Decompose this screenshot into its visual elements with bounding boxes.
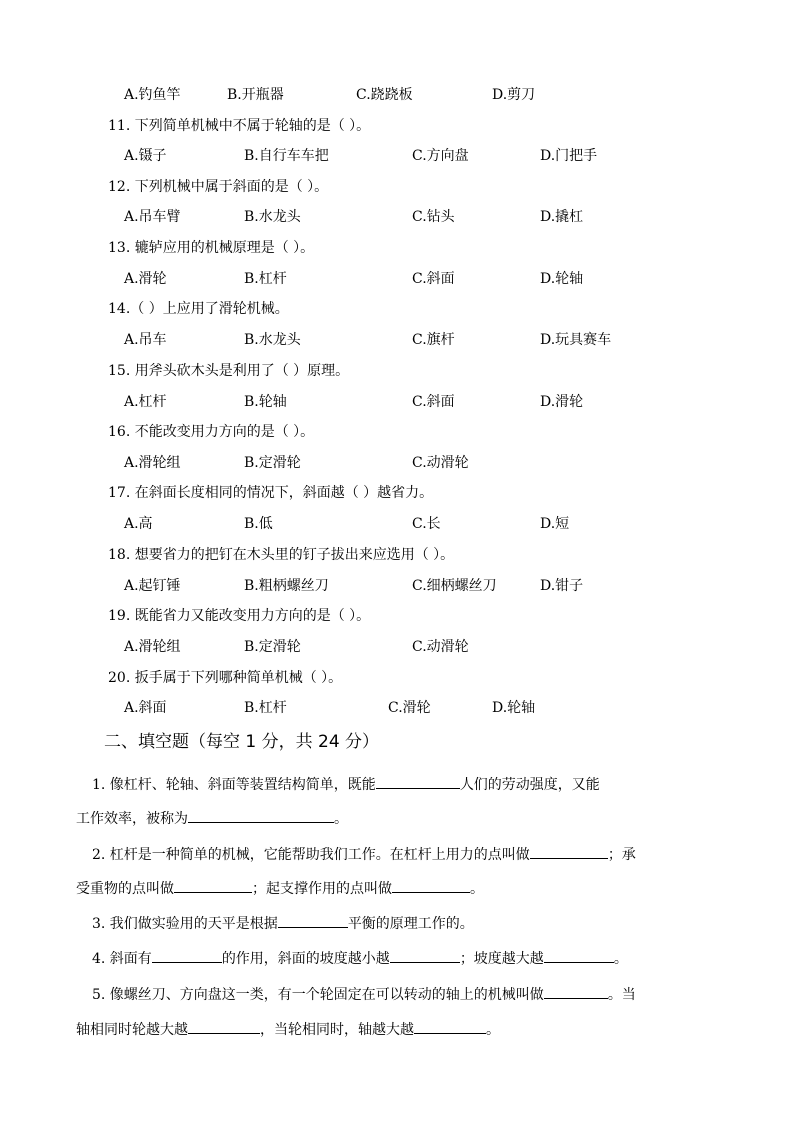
fill-text: 。 xyxy=(613,951,628,967)
section-heading: 二、填空题（每空 1 分，共 24 分） xyxy=(104,732,380,752)
fill-text: 。 xyxy=(486,1022,500,1038)
option-c: C.斜面 xyxy=(412,394,455,410)
answer-blank[interactable] xyxy=(188,1020,260,1034)
answer-blank[interactable] xyxy=(414,1020,486,1034)
option-c: C.滑轮 xyxy=(388,700,431,716)
option-a: A.钓鱼竿 xyxy=(124,87,181,103)
answer-blank[interactable] xyxy=(174,879,252,893)
option-b: B.杠杆 xyxy=(244,700,287,716)
option-d: D.门把手 xyxy=(540,148,598,164)
option-a: A.高 xyxy=(124,516,153,532)
answer-blank[interactable] xyxy=(544,949,614,963)
fill-text: ；坡度越大越 xyxy=(459,951,544,967)
option-b: B.低 xyxy=(244,516,273,532)
answer-blank[interactable] xyxy=(530,845,608,859)
option-a: A.滑轮组 xyxy=(124,639,181,655)
option-b: B.水龙头 xyxy=(244,209,301,225)
option-d: D.滑轮 xyxy=(540,394,584,410)
fill-text: 工作效率，被称为 xyxy=(76,811,188,827)
option-d: D.短 xyxy=(540,516,570,532)
fill-text: 。 xyxy=(334,811,348,827)
fill-item-1-line2 xyxy=(76,809,348,828)
answer-blank[interactable] xyxy=(278,914,348,928)
question-20-stem: 20. 扳手属于下列哪种简单机械（ ）。 xyxy=(108,670,343,686)
option-a: A.镊子 xyxy=(124,148,167,164)
option-a: A.滑轮 xyxy=(124,271,167,287)
option-d: D.轮轴 xyxy=(492,700,536,716)
option-c: C.动滑轮 xyxy=(412,455,469,471)
fill-text: 受重物的点叫做 xyxy=(76,881,174,897)
option-b: B.定滑轮 xyxy=(244,639,301,655)
fill-text: 人们的劳动强度，又能 xyxy=(459,777,600,793)
option-d: D.剪刀 xyxy=(492,87,536,103)
option-b: B.轮轴 xyxy=(244,394,287,410)
option-a: A.杠杆 xyxy=(124,394,167,410)
option-a: A.斜面 xyxy=(124,700,167,716)
fill-text: 。当 xyxy=(607,987,636,1003)
fill-item-2-line1 xyxy=(92,845,636,864)
fill-text: 轴相同时轮越大越 xyxy=(76,1022,188,1038)
answer-blank[interactable] xyxy=(392,879,470,893)
fill-item-5-line1 xyxy=(92,985,636,1004)
option-a: A.起钉锤 xyxy=(124,578,181,594)
option-b: B.杠杆 xyxy=(244,271,287,287)
option-a: A.滑轮组 xyxy=(124,455,181,471)
fill-item-2-line2 xyxy=(76,879,484,898)
option-b: B.自行车车把 xyxy=(244,148,329,164)
answer-blank[interactable] xyxy=(544,985,608,999)
fill-text: 的作用，斜面的坡度越小越 xyxy=(221,951,390,967)
question-16-stem: 16. 不能改变用力方向的是（ ）。 xyxy=(108,424,315,440)
fill-text: 4. 斜面有 xyxy=(92,951,152,967)
question-12-stem: 12. 下列机械中属于斜面的是（ ）。 xyxy=(108,179,329,195)
option-c: C.钻头 xyxy=(412,209,455,225)
option-a: A.吊车臂 xyxy=(124,209,181,225)
option-c: C.旗杆 xyxy=(412,332,455,348)
option-c: C.长 xyxy=(412,516,441,532)
option-d: D.钳子 xyxy=(540,578,584,594)
question-19-stem: 19. 既能省力又能改变用力方向的是（ ）。 xyxy=(108,608,371,624)
answer-blank[interactable] xyxy=(376,775,460,789)
fill-text: ；起支撑作用的点叫做 xyxy=(252,881,392,897)
option-c: C.动滑轮 xyxy=(412,639,469,655)
option-c: C.细柄螺丝刀 xyxy=(412,578,497,594)
option-d: D.撬杠 xyxy=(540,209,584,225)
fill-text: ；承 xyxy=(607,847,636,863)
option-b: B.粗柄螺丝刀 xyxy=(244,578,329,594)
option-c: C.跷跷板 xyxy=(356,87,413,103)
fill-item-5-line2 xyxy=(76,1020,500,1039)
option-a: A.吊车 xyxy=(124,332,167,348)
option-d: D.轮轴 xyxy=(540,271,584,287)
fill-text: 。 xyxy=(470,881,484,897)
option-b: B.定滑轮 xyxy=(244,455,301,471)
fill-text: 2. 杠杆是一种简单的机械，它能帮助我们工作。在杠杆上用力的点叫做 xyxy=(92,847,530,863)
question-17-stem: 17. 在斜面长度相同的情况下，斜面越（ ）越省力。 xyxy=(108,485,434,501)
answer-blank[interactable] xyxy=(188,809,334,823)
option-c: C.斜面 xyxy=(412,271,455,287)
question-14-stem: 14.（ ）上应用了滑轮机械。 xyxy=(108,301,289,317)
question-18-stem: 18. 想要省力的把钉在木头里的钉子拔出来应选用（ ）。 xyxy=(108,547,455,563)
option-b: B.开瓶器 xyxy=(227,87,284,103)
fill-text: 平衡的原理工作的。 xyxy=(347,916,474,932)
fill-text: ，当轮相同时，轴越大越 xyxy=(260,1022,414,1038)
fill-text: 3. 我们做实验用的天平是根据 xyxy=(92,916,278,932)
question-13-stem: 13. 辘轳应用的机械原理是（ ）。 xyxy=(108,240,315,256)
question-11-stem: 11. 下列简单机械中不属于轮轴的是（ ）。 xyxy=(108,118,371,134)
option-c: C.方向盘 xyxy=(412,148,469,164)
option-b: B.水龙头 xyxy=(244,332,301,348)
question-15-stem: 15. 用斧头砍木头是利用了（ ）原理。 xyxy=(108,363,350,379)
fill-item-1-line1 xyxy=(92,775,600,794)
fill-item-3 xyxy=(92,914,474,933)
option-d: D.玩具赛车 xyxy=(540,332,612,348)
answer-blank[interactable] xyxy=(152,949,222,963)
fill-item-4 xyxy=(92,949,628,968)
answer-blank[interactable] xyxy=(390,949,460,963)
fill-text: 1. 像杠杆、轮轴、斜面等装置结构简单，既能 xyxy=(92,777,376,793)
fill-text: 5. 像螺丝刀、方向盘这一类，有一个轮固定在可以转动的轴上的机械叫做 xyxy=(92,987,544,1003)
